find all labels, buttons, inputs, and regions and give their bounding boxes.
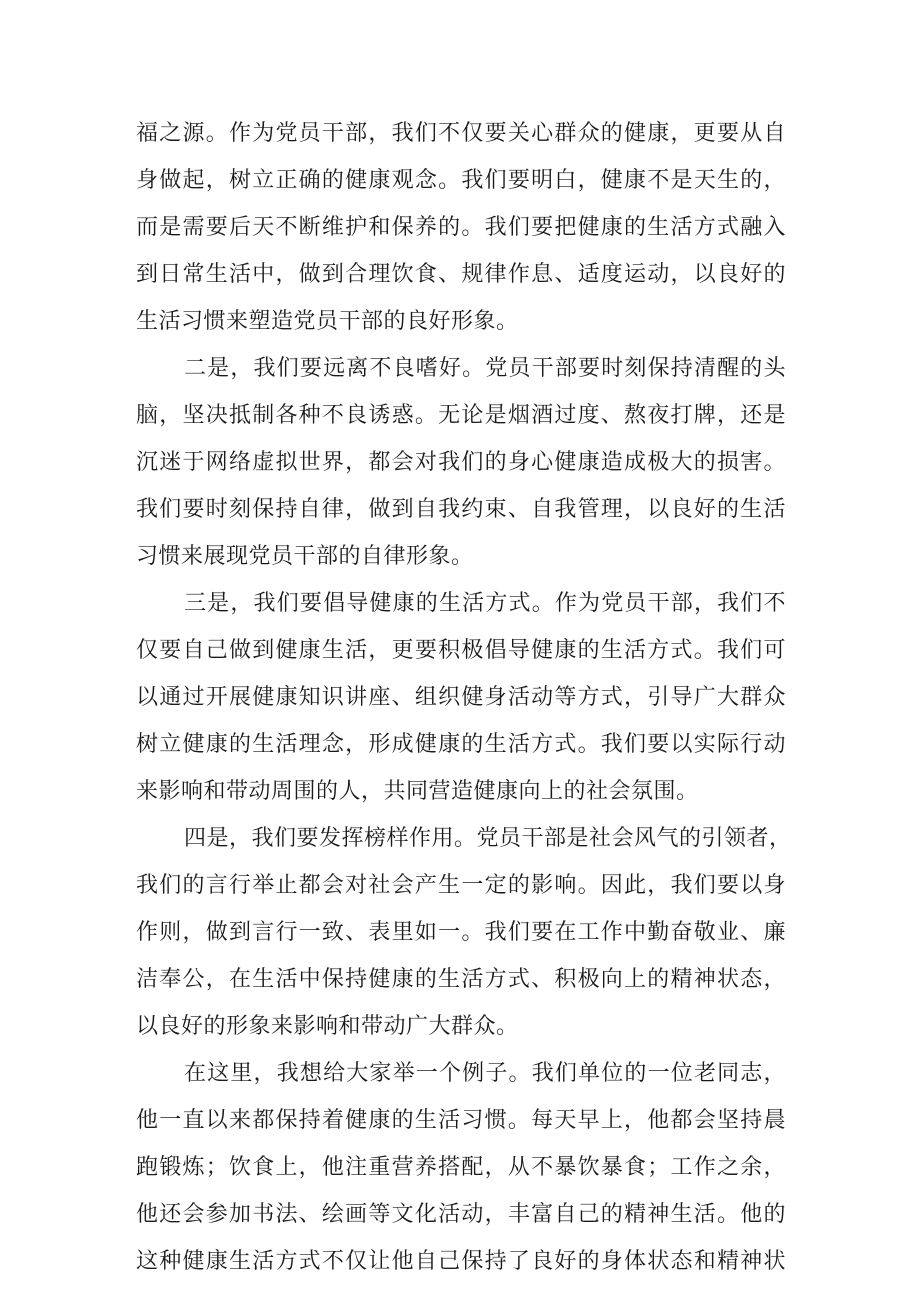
- text-line: 到日常生活中，做到合理饮食、规律作息、适度运动，以良好的: [136, 262, 786, 287]
- paragraph-start-line: 四是，我们要发挥榜样作用。党员干部是社会风气的引领者，: [184, 826, 792, 851]
- text-line: 来影响和带动周围的人，共同营造健康向上的社会氛围。: [136, 779, 699, 804]
- text-line: 这种健康生活方式不仅让他自己保持了良好的身体状态和精神状: [136, 1249, 786, 1274]
- document-body: [136, 110, 792, 1285]
- text-line: 跑锻炼；饮食上，他注重营养搭配，从不暴饮暴食；工作之余，: [136, 1155, 786, 1180]
- paragraph-start-line: 二是，我们要远离不良嗜好。党员干部要时刻保持清醒的头: [184, 356, 786, 381]
- text-line: 福之源。作为党员干部，我们不仅要关心群众的健康，更要从自: [136, 121, 786, 146]
- text-line: 仅要自己做到健康生活，更要积极倡导健康的生活方式。我们可: [136, 638, 786, 663]
- text-line: 作则，做到言行一致、表里如一。我们要在工作中勤奋敬业、廉: [136, 920, 786, 945]
- text-line: 而是需要后天不断维护和保养的。我们要把健康的生活方式融入: [136, 215, 786, 240]
- text-line: 洁奉公，在生活中保持健康的生活方式、积极向上的精神状态，: [136, 967, 786, 992]
- paragraph-start-line: 三是，我们要倡导健康的生活方式。作为党员干部，我们不: [184, 591, 786, 616]
- text-line: 以通过开展健康知识讲座、组织健身活动等方式，引导广大群众: [136, 685, 786, 710]
- text-line: 我们要时刻保持自律，做到自我约束、自我管理，以良好的生活: [136, 497, 786, 522]
- text-line: 他一直以来都保持着健康的生活习惯。每天早上，他都会坚持晨: [136, 1108, 786, 1133]
- text-line: 沉迷于网络虚拟世界，都会对我们的身心健康造成极大的损害。: [136, 450, 786, 475]
- text-line: 他还会参加书法、绘画等文化活动，丰富自己的精神生活。他的: [136, 1202, 786, 1227]
- paragraph-start-line: 在这里，我想给大家举一个例子。我们单位的一位老同志，: [184, 1061, 786, 1086]
- text-line: 树立健康的生活理念，形成健康的生活方式。我们要以实际行动: [136, 732, 786, 757]
- text-line: 身做起，树立正确的健康观念。我们要明白，健康不是天生的，: [136, 168, 786, 193]
- text-line: 生活习惯来塑造党员干部的良好形象。: [136, 309, 519, 334]
- text-line: 以良好的形象来影响和带动广大群众。: [136, 1014, 519, 1039]
- text-line: 脑，坚决抵制各种不良诱惑。无论是烟酒过度、熬夜打牌，还是: [136, 403, 786, 428]
- text-line: 我们的言行举止都会对社会产生一定的影响。因此，我们要以身: [136, 873, 786, 898]
- text-line: 习惯来展现党员干部的自律形象。: [136, 544, 474, 569]
